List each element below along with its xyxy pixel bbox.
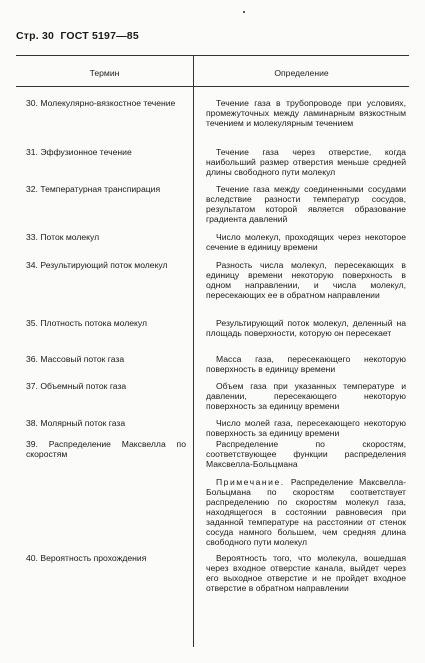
note-text: Распределение Максвелла-Больцмана по скоростям соответствует распределению по скоростям молекул газа, находящегося в состоянии равновесия при заданной температуре на расстоянии от стенок сосуда намного большем, чем средняя длина свободного пути молекул xyxy=(206,477,406,547)
term-32: 32. Температурная транспирация xyxy=(26,184,161,194)
term-37: 37. Объемный поток газа xyxy=(26,381,127,391)
term-39: 39. Распределение Максвелла по скоростям xyxy=(26,439,186,459)
definition-34: Разность числа молекул, пересекающих в единицу времени некоторую поверхность в одном направлении, и числа молекул, пересекающих ее в обратном направлении xyxy=(206,260,406,300)
term-38: 38. Молярный поток газа xyxy=(26,418,126,428)
definition-35: Результирующий поток молекул, деленный на площадь поверхности, которую он пересекает xyxy=(206,318,406,338)
column-divider xyxy=(193,55,194,647)
term-40: 40. Вероятность прохождения xyxy=(26,553,147,563)
note-label: Примечание. xyxy=(216,477,285,487)
term-33: 33. Поток молекул xyxy=(26,232,100,242)
definition-39: Распределение по скоростям, соответствующее функции распределения Максвелла-Больцмана xyxy=(206,439,406,469)
column-header-term: Термин xyxy=(89,68,120,78)
definition-36: Масса газа, пересекающего некоторую поверхность в единицу времени xyxy=(206,354,406,374)
column-header-definition: Определение xyxy=(274,68,329,78)
definition-32: Течение газа между соединенными сосудами вследствие разности температур сосудов, результатом которой является образование градиента давлений xyxy=(206,184,406,224)
print-speck xyxy=(243,11,245,13)
page-number: Стр. 30 xyxy=(16,30,55,42)
term-34: 34. Результирующий поток молекул xyxy=(26,260,168,270)
page-header xyxy=(16,30,139,42)
definition-30: Течение газа в трубопроводе при условиях, промежуточных между ламинарным вязкостным течением и молекулярным течением xyxy=(206,98,406,128)
definition-38: Число молей газа, пересекающего некоторую поверхность за единицу времени xyxy=(206,418,406,438)
table-header-rule xyxy=(16,86,409,87)
definition-31: Течение газа через отверстие, когда наибольший размер отверстия меньше средней длины свободного пути молекул xyxy=(206,147,406,177)
definition-37: Объем газа при указанных температуре и давлении, пересекающего некоторую поверхность за единицу времени xyxy=(206,381,406,411)
term-31: 31. Эффузионное течение xyxy=(26,147,132,157)
term-35: 35. Плотность потока молекул xyxy=(26,318,148,328)
term-30: 30. Молекулярно-вязкостное течение xyxy=(26,98,176,108)
definition-33: Число молекул, проходящих через некоторое сечение в единицу времени xyxy=(206,232,406,252)
definition-39-note xyxy=(206,477,406,547)
table-top-rule xyxy=(16,55,409,56)
term-36: 36. Массовый поток газа xyxy=(26,354,125,364)
standard-code: ГОСТ 5197—85 xyxy=(60,30,139,42)
definition-40: Вероятность того, что молекула, вошедшая через входное отверстие канала, выйдет через его выходное отверстие и не пройдет входное отверстие в обратном направлении xyxy=(206,553,406,593)
